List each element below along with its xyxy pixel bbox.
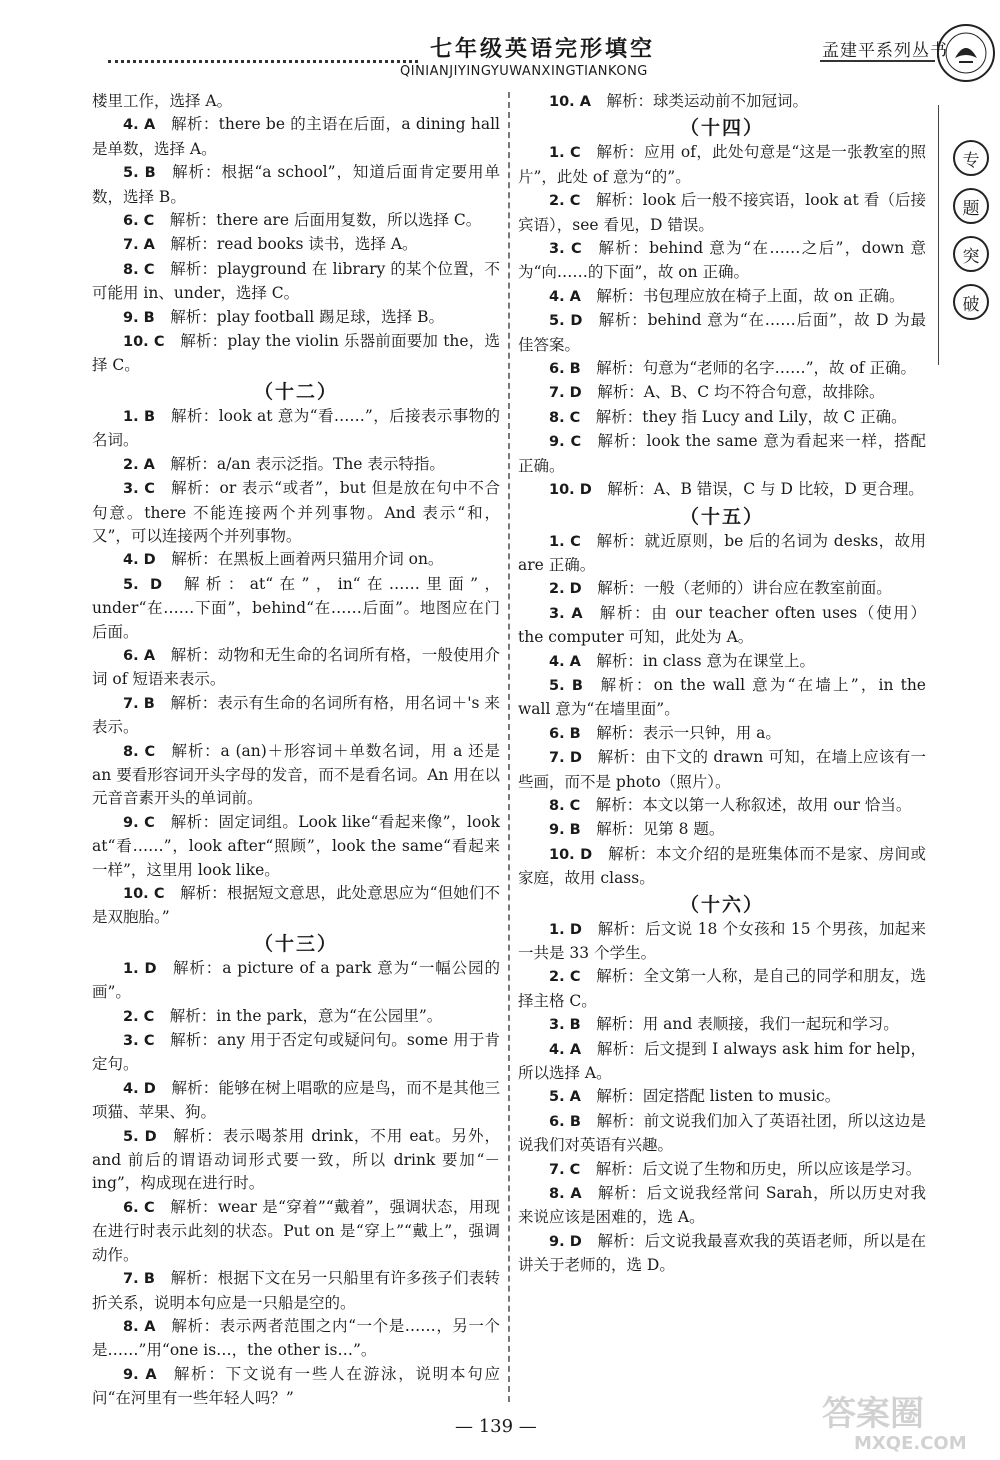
answer-number: 2. D (549, 581, 582, 598)
answer-number: 9. B (549, 822, 581, 839)
answer-explanation: 解析：下文说有一些人在游泳，说明本句应问“在河里有一些年轻人吗？” (92, 1364, 500, 1408)
answer-item (518, 965, 926, 1013)
answer-explanation: 解析：能够在树上唱歌的应是鸟，而不是其他三项猫、苹果、狗。 (92, 1078, 500, 1122)
answer-item (518, 577, 926, 601)
answer-number: 10. C (123, 334, 165, 351)
answer-item (92, 1125, 500, 1196)
answer-item (518, 141, 926, 189)
answer-number: 10. C (123, 886, 165, 902)
answer-item (518, 1013, 926, 1037)
answer-number: 7. B (123, 695, 155, 712)
answer-explanation: 解析：在黑板上画着两只猫用介词 on。 (171, 550, 444, 569)
header-rule (820, 60, 935, 62)
answer-explanation: 解析：A、B 错误，C 与 D 比较，D 更合理。 (607, 480, 924, 499)
side-tab: 题 (953, 188, 989, 224)
answer-number: 7. A (123, 237, 155, 254)
answer-explanation: 解析：表示有生命的名词所有格，用名词＋'s 来表示。 (92, 693, 500, 737)
answer-item (92, 692, 500, 740)
answer-item (518, 1085, 926, 1109)
answer-number: 8. C (549, 797, 581, 814)
answer-item (92, 548, 500, 572)
answer-item (92, 573, 500, 644)
answer-number: 7. C (549, 1161, 581, 1178)
answer-number: 3. C (123, 1033, 155, 1050)
answer-number: 3. A (549, 605, 583, 622)
answer-item (518, 722, 926, 746)
answer-number: 5. A (549, 1089, 581, 1106)
answer-item (518, 478, 926, 502)
book-title-pinyin: QINIANJIYINGYUWANXINGTIANKONG (400, 64, 648, 79)
answer-number: 10. D (549, 846, 593, 863)
answer-item (92, 1196, 500, 1267)
section-heading: （十五） (679, 505, 764, 528)
answer-explanation: 解析：表示两者范围之内“一个是……，另一个是……”用“one is…，the other is…”。 (92, 1316, 500, 1360)
answer-explanation: 解析：后文说我经常问 Sarah，所以历史对我来说应该是困难的，选 A。 (518, 1184, 926, 1227)
answer-item (92, 161, 500, 209)
answer-item (518, 406, 926, 430)
answer-explanation: 解析：用 and 表顺接，我们一起玩和学习。 (596, 1015, 899, 1034)
column-divider (508, 92, 510, 1402)
answer-explanation: 解析：at“在”，in“在……里面”，under“在……下面”，behind“在……后面”。地图应在门后面。 (92, 574, 501, 641)
answer-item (518, 285, 926, 309)
answer-number: 2. C (549, 969, 581, 986)
answer-column-right (518, 90, 926, 1278)
answer-explanation: 解析：本文以第一人称叙述，故用 our 恰当。 (595, 795, 912, 814)
answer-number: 3. C (123, 481, 155, 498)
answer-explanation: 解析：根据下文在另一只船里有许多孩子们表转折关系，说明本句应是一只船是空的。 (92, 1269, 500, 1312)
answer-explanation: 解析：behind 意为“在……之后”，down 意为“向……的下面”，故 on 正确。 (518, 239, 926, 282)
answer-explanation: 解析：由 our teacher often uses（使用）the computer 可知，此处为 A。 (518, 603, 926, 647)
answer-item (518, 430, 926, 478)
answer-item (92, 477, 500, 548)
answer-explanation: 解析：固定搭配 listen to music。 (596, 1087, 841, 1106)
answer-number: 10. A (549, 94, 591, 110)
answer-number: 7. B (123, 1271, 155, 1288)
answer-item (92, 330, 500, 378)
answer-explanation: 解析：look 后一般不接宾语，look at 看（后接宾语），see 看见，D 错误。 (518, 191, 927, 234)
answer-item (518, 1158, 926, 1182)
answer-item (92, 1077, 500, 1125)
answer-explanation: 解析：后文说了生物和历史，所以应该是学习。 (595, 1159, 922, 1178)
answer-item (92, 209, 500, 233)
answer-item (518, 1038, 926, 1086)
answer-number: 9. C (549, 434, 582, 451)
answer-item (518, 746, 926, 794)
side-tab: 破 (953, 284, 989, 320)
answer-number: 4. A (549, 1041, 582, 1058)
answer-item (92, 113, 500, 161)
side-tab: 突 (953, 236, 989, 272)
series-name: 孟建平系列丛书 (822, 41, 948, 61)
answer-number: 8. A (549, 1186, 582, 1203)
side-tabs (947, 140, 993, 332)
answer-continuation: 楼里工作，选择 A。 (92, 92, 233, 110)
page-number: — 139 — (455, 1416, 537, 1437)
answer-number: 9. D (549, 1233, 582, 1250)
answer-number: 5. D (549, 313, 583, 330)
answer-explanation: 解析：a picture of a park 意为“一幅公园的画”。 (92, 958, 500, 1002)
answer-item (518, 602, 926, 650)
answer-number: 6. B (549, 361, 581, 378)
answer-number: 5. B (549, 677, 583, 694)
answer-number: 5. B (123, 165, 156, 182)
answer-explanation: 解析：any 用于否定句或疑问句。some 用于肯定句。 (92, 1031, 500, 1074)
answer-explanation: 解析：句意为“老师的名字……”，故 of 正确。 (596, 359, 916, 378)
section-heading: （十三） (253, 932, 338, 955)
answer-item (518, 237, 926, 285)
answer-explanation: 解析：应用 of，此处句意是“这是一张教室的照片”，此处 of 意为“的”。 (518, 143, 927, 186)
side-tab: 专 (953, 140, 989, 176)
answer-column-left (92, 90, 500, 1411)
answer-item (518, 90, 926, 114)
answer-explanation: 解析：read books 读书，选择 A。 (170, 235, 418, 254)
answer-explanation: 解析：根据“a school”，知道后面肯定要用单数，选择 B。 (92, 163, 500, 206)
answer-number: 7. D (549, 385, 582, 402)
answer-explanation: 解析：look at 意为“看……”，后接表示事物的名词。 (92, 406, 501, 450)
answer-item (518, 918, 926, 966)
answer-number: 7. D (549, 750, 582, 767)
answer-number: 6. B (549, 1113, 581, 1130)
answer-explanation: 解析：play the violin 乐器前面要加 the，选择 C。 (92, 332, 500, 375)
watermark-logo (812, 1385, 992, 1455)
answer-explanation: 解析：就近原则，be 后的名词为 desks，故用 are 正确。 (518, 531, 926, 574)
answer-item (92, 811, 500, 882)
answer-number: 6. C (123, 213, 155, 230)
answer-item (518, 843, 926, 891)
answer-explanation: 解析：a/an 表示泛指。The 表示特指。 (170, 454, 445, 473)
answer-number: 4. D (123, 552, 156, 569)
answer-item (518, 530, 926, 578)
answer-item (518, 674, 926, 722)
answer-explanation: 解析：look the same 意为看起来一样，搭配正确。 (518, 432, 926, 475)
side-rule (938, 105, 939, 365)
answer-number: 1. D (123, 960, 157, 977)
answer-item (92, 306, 500, 330)
watermark-text-url: MXQE.COM (854, 1433, 967, 1454)
answer-item (92, 1267, 500, 1315)
answer-number: 1. B (123, 408, 156, 425)
page-header (0, 0, 1000, 92)
answer-explanation: 解析：前文说我们加入了英语社团，所以这边是说我们对英语有兴趣。 (518, 1111, 926, 1155)
answer-item (92, 453, 500, 477)
answer-explanation: 解析：动物和无生命的名词所有格，一般使用介词 of 短语来表示。 (92, 645, 500, 689)
answer-item (518, 818, 926, 842)
series-logo-icon (935, 22, 997, 84)
answer-number: 2. C (549, 193, 581, 210)
answer-item (518, 1182, 926, 1230)
answer-number: 1. D (549, 921, 582, 938)
answer-number: 6. C (123, 1199, 155, 1216)
answer-item (92, 258, 500, 306)
answer-explanation: 解析：一般（老师的）讲台应在教室前面。 (597, 579, 892, 598)
answer-item (518, 794, 926, 818)
answer-item (518, 357, 926, 381)
answer-number: 9. B (123, 309, 155, 326)
answer-item (518, 309, 926, 357)
answer-number: 9. C (123, 814, 155, 831)
answer-number: 5. D (123, 576, 163, 593)
answer-explanation: 解析：见第 8 题。 (596, 820, 725, 839)
answer-item (518, 650, 926, 674)
answer-number: 3. C (549, 241, 582, 258)
book-title: 七年级英语完形填空 (430, 36, 656, 62)
answer-explanation: 解析：there be 的主语在后面，a dining hall 是单数，选择 A。 (92, 115, 500, 158)
answer-explanation: 解析：or 表示“或者”，but 但是放在句中不合句意。there 不能连接两个并列事物。And 表示“和，又”，可以连接两个并列事物。 (92, 479, 500, 545)
answer-number: 6. A (123, 647, 156, 664)
section-heading: （十六） (679, 893, 764, 916)
answer-item (92, 405, 500, 453)
answer-number: 5. D (123, 1128, 157, 1145)
answer-number: 2. A (123, 456, 155, 473)
answer-number: 1. C (549, 533, 581, 550)
answer-item (518, 189, 926, 237)
watermark-text-cn: 答案圈 (822, 1394, 924, 1434)
answer-item (92, 740, 500, 811)
answer-explanation: 解析：后文提到 I always ask him for help，所以选择 A。 (518, 1039, 926, 1083)
section-heading: （十二） (253, 380, 338, 403)
answer-explanation: 解析：on the wall 意为“在墙上”，in the wall 意为“在墙里面”。 (518, 675, 926, 719)
answer-item (92, 1029, 500, 1077)
answer-item (518, 1230, 926, 1278)
answer-explanation: 解析：A、B、C 均不符合句意，故排除。 (597, 383, 885, 402)
answer-number: 4. D (123, 1080, 156, 1097)
answer-item (92, 1005, 500, 1029)
answer-number: 9. A (123, 1366, 157, 1383)
answer-item (92, 644, 500, 692)
answer-explanation: 解析：书包理应放在椅子上面，故 on 正确。 (596, 286, 905, 305)
answer-explanation: 解析：play football 踢足球，选择 B。 (170, 307, 444, 326)
answer-explanation: 解析：全文第一人称，是自己的同学和朋友，选择主格 C。 (518, 967, 926, 1010)
answer-number: 3. B (549, 1017, 581, 1034)
answer-number: 8. C (549, 409, 581, 426)
answer-explanation: 解析：由下文的 drawn 可知，在墙上应该有一些画，而不是 photo（照片）。 (518, 748, 926, 791)
answer-number: 8. C (123, 743, 156, 760)
answer-item (92, 957, 500, 1005)
answer-explanation: 解析：there are 后面用复数，所以选择 C。 (169, 211, 482, 230)
answer-number: 1. C (549, 145, 581, 162)
answer-number: 8. C (123, 261, 155, 278)
answer-item (92, 882, 500, 930)
answer-explanation: 解析：in class 意为在课堂上。 (596, 651, 815, 670)
answer-explanation: 解析：本文介绍的是班集体而不是家、房间或家庭，故用 class。 (518, 844, 926, 888)
answer-number: 4. A (549, 288, 581, 305)
section-heading: （十四） (679, 117, 764, 140)
answer-explanation: 解析：后文说我最喜欢我的英语老师，所以是在讲关于老师的，选 D。 (518, 1231, 926, 1275)
answer-explanation: 解析：wear 是“穿着”“戴着”，强调状态，用现在进行时表示此刻的状态。Put on 是“穿上”“戴上”，强调动作。 (92, 1197, 501, 1264)
answer-item (92, 1315, 500, 1363)
answer-explanation: 解析：固定词组。Look like“看起来像”，look at“看……”，look after“照顾”，look the same“看起来一样”，这里用 look like。 (92, 812, 500, 879)
answer-number: 4. A (549, 653, 581, 670)
answer-explanation: 解析：根据短文意思，此处意思应为“但她们不是双胞胎。” (92, 884, 500, 927)
answer-number: 6. B (549, 725, 581, 742)
answer-number: 2. C (123, 1008, 155, 1025)
answer-explanation: 解析：behind 意为“在……后面”，故 D 为最佳答案。 (518, 311, 926, 354)
answer-explanation: 解析：表示喝茶用 drink，不用 eat。另外，and 前后的谓语动词形式要一致，所以 drink 要加“－ing”，构成现在进行时。 (92, 1126, 500, 1193)
answer-explanation: 解析：playground 在 library 的某个位置，不可能用 in、under，选择 C。 (92, 259, 500, 303)
answer-number: 4. A (123, 117, 156, 134)
answer-item (92, 1363, 500, 1411)
answer-explanation: 解析：in the park，意为“在公园里”。 (169, 1006, 443, 1025)
answer-number: 10. D (549, 482, 592, 499)
answer-item (518, 1110, 926, 1158)
answer-explanation: 解析：球类运动前不加冠词。 (606, 92, 808, 110)
answer-explanation: 解析：a (an)＋形容词＋单数名词，用 a 还是 an 要看形容词开头字母的发音，而不是看名词。An 用在以元音音素开头的单词前。 (92, 741, 500, 808)
answer-number: 8. A (123, 1318, 156, 1335)
header-dotted-rule (108, 60, 418, 63)
answer-item (518, 381, 926, 405)
answer-item (92, 233, 500, 257)
answer-explanation: 解析：they 指 Lucy and Lily，故 C 正确。 (595, 407, 907, 426)
answer-explanation: 解析：后文说 18 个女孩和 15 个男孩，加起来一共是 33 个学生。 (518, 919, 927, 962)
answer-explanation: 解析：表示一只钟，用 a。 (596, 723, 781, 742)
